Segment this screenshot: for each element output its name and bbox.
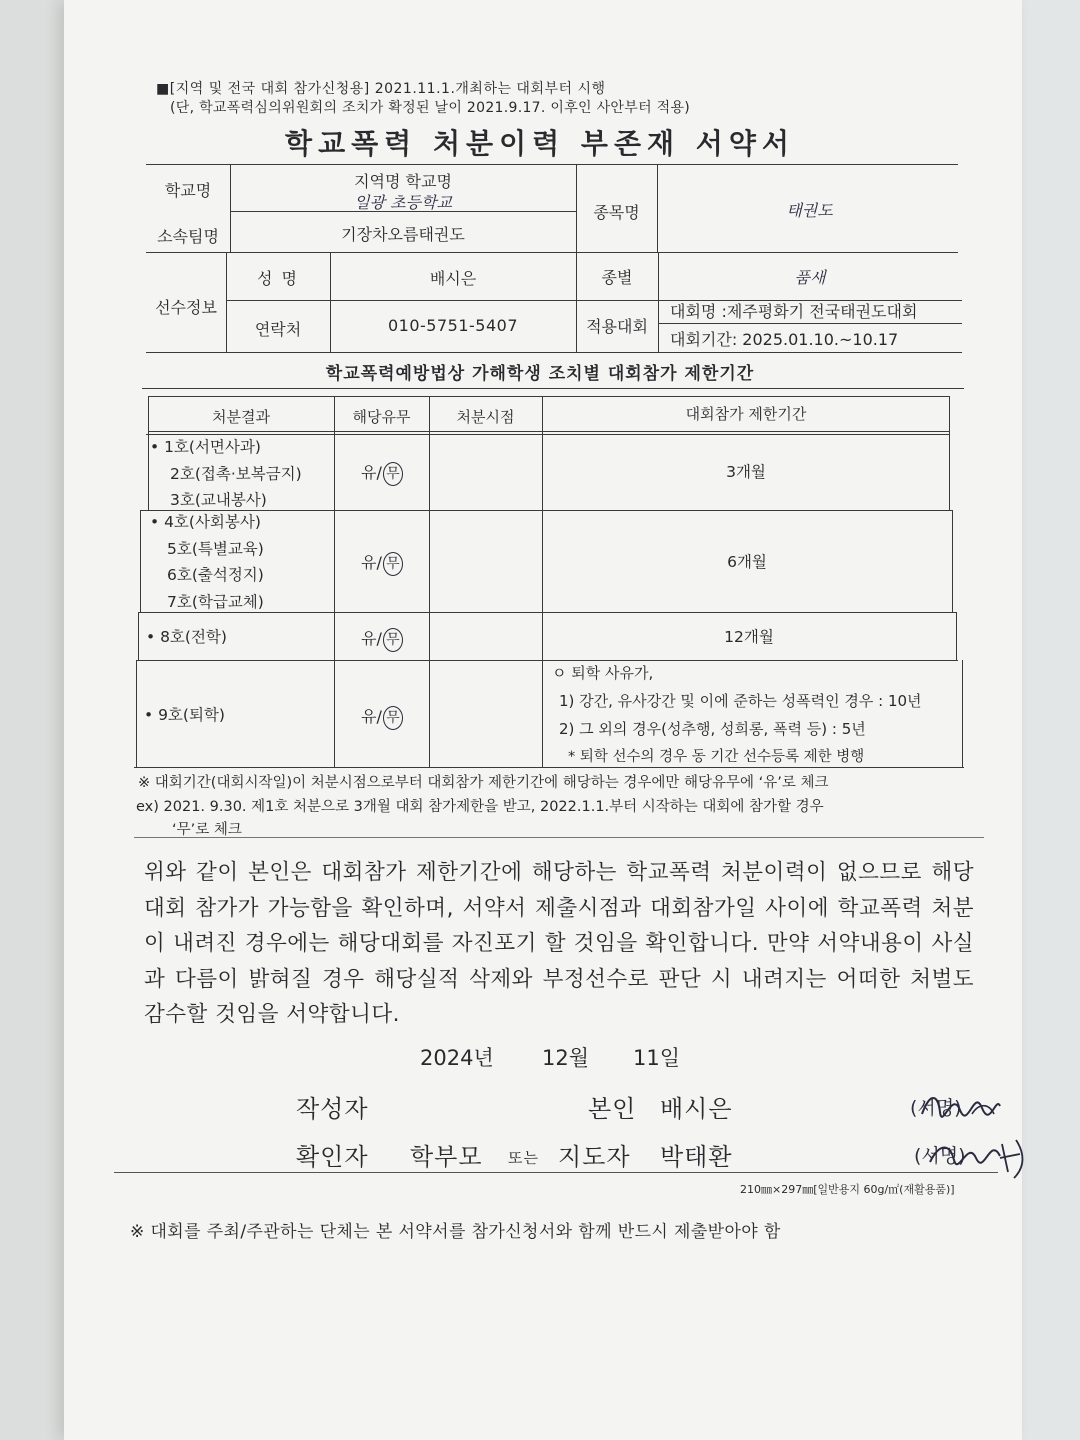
confirmer-name: 박태환 — [660, 1143, 733, 1171]
confirmer-role-parent: 학부모 — [410, 1143, 483, 1171]
restriction-period: 6개월 — [727, 553, 767, 571]
restriction-period: 12개월 — [724, 628, 774, 646]
applicable-mark: 유/ 무 — [361, 460, 403, 486]
event-label: 종목명 — [593, 203, 640, 222]
school-name-field: 일광 초등학교 — [354, 193, 452, 212]
list-item: 2호(접촉·보복금지) — [170, 464, 302, 483]
author-name: 배시은 — [660, 1095, 733, 1123]
contact-field: 010-5751-5407 — [387, 316, 519, 335]
name-label: 성 명 — [257, 269, 299, 288]
expulsion-line: 2) 그 외의 경우(성추행, 성희롱, 폭력 등) : 5년 — [559, 720, 866, 738]
col-header-date: 처분시점 — [456, 408, 515, 426]
table-row — [146, 624, 227, 651]
circled-no-mark: 무 — [383, 628, 403, 652]
applicable-mark: 유/ 무 — [361, 626, 403, 652]
event-field: 태권도 — [786, 201, 833, 220]
table-row — [150, 434, 302, 514]
name-field: 배시은 — [429, 269, 477, 288]
author-label: 작성자 — [296, 1095, 369, 1123]
example-note: ex) 2021. 9.30. 제1호 처분으로 3개월 대회 참가제한을 받고, 2022.1.1.부터 시작하는 대회에 참가할 경우 — [136, 799, 824, 815]
category-field: 품새 — [794, 268, 826, 287]
header-notice-line1: ■[지역 및 전국 대회 참가신청용] 2021.11.1.개최하는 대회부터 시행 — [156, 81, 606, 97]
table-row — [150, 509, 264, 615]
team-label: 소속팀명 — [157, 227, 219, 246]
competition-label: 적용대회 — [586, 317, 648, 336]
footer-note: ※ 대회를 주최/주관하는 단체는 본 서약서를 참가신청서와 함께 반드시 제출받아야 함 — [130, 1222, 781, 1242]
document-title: 학교폭력 처분이력 부존재 서약서 — [285, 127, 795, 160]
confirmer-label: 확인자 — [296, 1143, 369, 1171]
applicable-mark: 유/ 무 — [361, 550, 403, 576]
expulsion-line: 1) 강간, 유사강간 및 이에 준하는 성폭력인 경우 : 10년 — [559, 692, 922, 710]
list-item: • 9호(퇴학) — [144, 706, 225, 724]
competition-period-field: 대회기간: 2025.01.10.~10.17 — [670, 330, 899, 349]
school-label: 학교명 — [164, 181, 212, 200]
author-signature: (서명) — [910, 1097, 962, 1119]
paper-spec: 210㎜×297㎜[일반용지 60g/㎡(재활용품)] — [740, 1183, 955, 1196]
list-item: 5호(특별교육) — [167, 539, 264, 558]
signature-scribble — [920, 1128, 1035, 1186]
contact-label: 연락처 — [254, 320, 302, 339]
team-name-field: 기장차오름태권도 — [341, 225, 465, 244]
circled-no-mark: 무 — [383, 706, 403, 730]
circled-no-mark: 무 — [383, 552, 403, 576]
competition-name-field: 대회명 :제주평화기 전국태권도대회 — [670, 302, 918, 321]
circled-no-mark: 무 — [383, 462, 403, 486]
school-sub-label: 지역명 학교명 — [354, 172, 452, 191]
list-item: • 1호(서면사과) — [150, 438, 261, 456]
list-item: 3호(교내봉사) — [170, 491, 267, 509]
col-header-applicable: 해당유무 — [352, 408, 411, 426]
athlete-info-label: 선수정보 — [155, 298, 217, 317]
confirmer-role-coach: 지도자 — [558, 1143, 631, 1171]
col-header-result: 처분결과 — [212, 408, 270, 426]
author-role: 본인 — [588, 1095, 637, 1123]
category-label: 종별 — [601, 268, 633, 287]
list-item: • 4호(사회봉사) — [150, 513, 261, 531]
header-notice-line2: (단, 학교폭력심의위원회의 조치가 확정된 날이 2021.9.17. 이후인 사안부터 적용) — [170, 100, 691, 116]
restriction-period: 3개월 — [726, 463, 766, 481]
table-row — [144, 702, 225, 729]
list-item: 6호(출석정지) — [167, 566, 264, 584]
confirmer-or: 또는 — [508, 1149, 539, 1167]
list-item: 7호(학급교체) — [167, 592, 264, 611]
restriction-subtitle: 학교폭력예방법상 가해학생 조치별 대회참가 제한기간 — [325, 364, 755, 384]
signature-scribble — [912, 1084, 1007, 1124]
example-note-cont: ‘무’로 체크 — [172, 822, 242, 838]
list-item: • 8호(전학) — [146, 628, 227, 646]
table-note: ※ 대회기간(대회시작일)이 처분시점으로부터 대회참가 제한기간에 해당하는 경우에만 해당유무에 ‘유’로 체크 — [138, 775, 829, 791]
date-day: 11일 — [633, 1046, 681, 1070]
pledge-text: 위와 같이 본인은 대회참가 제한기간에 해당하는 학교폭력 처분이력이 없으므로 해당 대회 참가가 가능함을 확인하며, 서약서 제출시점과 대회참가일 사이에 학교폭력 처분이 내려진 경우에는 해당대회를 자진포기 할 것임을 확인합니다. 만약 서약내용이 사실과 다름이 밝혀질 경우 해당실적 삭제와 부정선수로 판단 시 내려지는 어떠한 처벌도 감수할 것임을 서약합니다. — [144, 860, 974, 1027]
expulsion-details — [552, 659, 922, 771]
confirmer-signature: (서명) — [914, 1145, 966, 1167]
col-header-period: 대회참가 제한기간 — [685, 405, 807, 423]
expulsion-line: * 퇴학 선수의 경우 동 기간 선수등록 제한 병행 — [568, 749, 865, 765]
background-surface — [1022, 0, 1080, 1440]
expulsion-line: ㅇ 퇴학 사유가, — [552, 664, 654, 682]
applicable-mark: 유/ 무 — [361, 704, 403, 730]
date-month: 12월 — [542, 1046, 590, 1070]
date-year: 2024년 — [420, 1046, 494, 1070]
